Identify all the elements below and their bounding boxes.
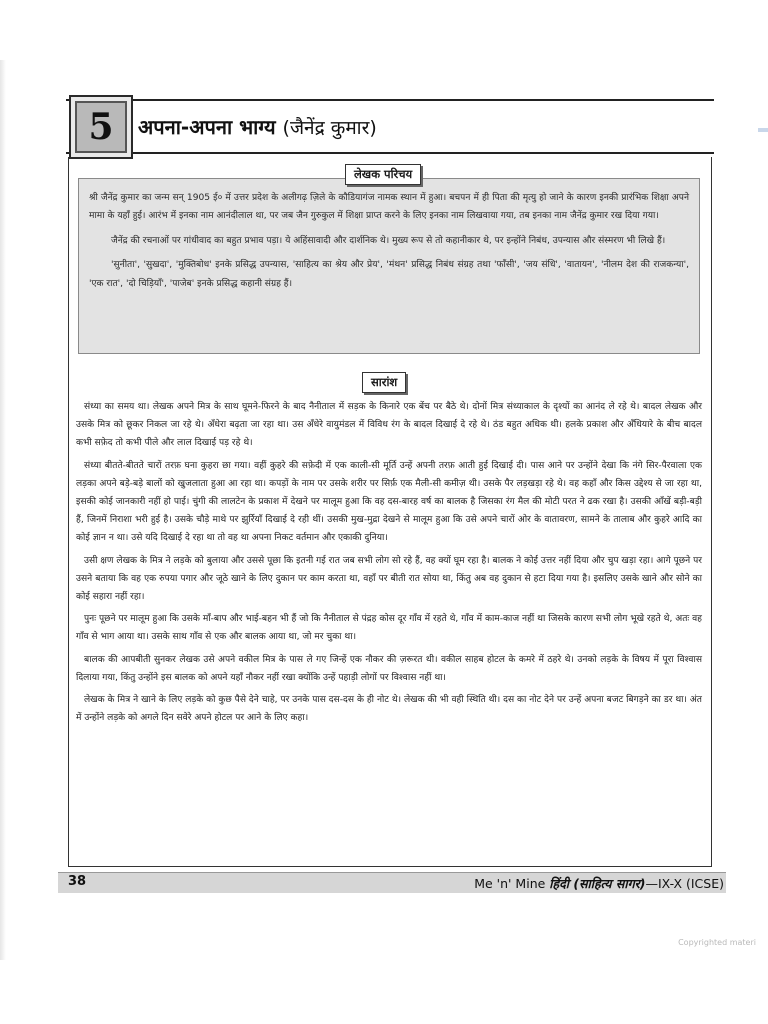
header-rule-bottom [66, 152, 714, 154]
summary-text [76, 398, 702, 731]
page-number: 38 [68, 874, 87, 889]
chapter-heading [138, 113, 377, 140]
copyright-watermark: Copyrighted materi [678, 938, 756, 947]
summary-paragraph: लेखक के मित्र ने खाने के लिए लड़के को कुछ पैसे देने चाहे, पर उनके पास दस-दस के ही नोट थे। लेखक की भी वही स्थिति थी। दस का नोट देने पर उन्हें अपना बजट बिगड़ने का डर था। अंत में उन्होंने लड़के को अगले दिन सवेरे अपने होटल पर आने के लिए कहा। [76, 695, 702, 724]
intro-paragraph: श्री जैनेंद्र कुमार का जन्म सन् 1905 ई० में उत्तर प्रदेश के अलीगढ़ ज़िले के कौडियागंज नामक स्थान में हुआ। बचपन में ही पिता की मृत्यु हो जाने के कारण इनकी प्रारंभिक शिक्षा अपने मामा के यहाँ हुई। आरंभ में इनका नाम आनंदीलाल था, पर जब जैन गुरुकुल में शिक्षा प्राप्त करने के लिए इनका नाम लिखवाया गया, तब इनका नाम जैनेंद्र कुमार रख दिया गया। [89, 193, 689, 222]
chapter-title: अपना-अपना भाग्य [138, 115, 276, 139]
book-title-suffix: —IX-X (ICSE) [645, 876, 724, 891]
summary-heading: सारांश [362, 372, 406, 393]
summary-paragraph: संध्या का समय था। लेखक अपने मित्र के साथ घूमने-फिरने के बाद नैनीताल में सड़क के किनारे एक बेंच पर बैठे थे। दोनों मित्र संध्याकाल के दृश्यों का आनंद ले रहे थे। बादल लेखक और उसके मित्र को छूकर निकल जा रहे थे। अँधेरा बढ़ता जा रहा था। उस अँधेरे वायुमंडल में विविध रंग के बादल दिखाई दे रहे थे। ठंड बहुत अधिक थी। हलके प्रकाश और अँधियारे के बीच बादल कभी सफ़ेद तो कभी पीले और लाल दिखाई पड़ रहे थे। [76, 402, 702, 449]
chapter-author: (जैनेंद्र कुमार) [282, 117, 377, 139]
intro-paragraph: जैनेंद्र की रचनाओं पर गांधीवाद का बहुत प्रभाव पड़ा। ये अहिंसावादी और दार्शनिक थे। मुख्य रूप से तो कहानीकार थे, पर इन्होंने निबंध, उपन्यास और संस्मरण भी लिखे हैं। [111, 235, 666, 246]
page-edge-shadow [0, 60, 6, 960]
chapter-header [66, 95, 714, 157]
author-intro-box [78, 178, 700, 354]
summary-paragraph: पुनः पूछने पर मालूम हुआ कि उसके माँ-बाप और भाई-बहन भी हैं जो कि नैनीताल से पंद्रह कोस दूर गाँव में रहते थे, गाँव में काम-काज नहीं था जिसके कारण सभी लोग भूखे रहते थे, अतः वह गाँव से भाग आया था। उसके साथ गाँव से एक और बालक आया था, जो मर चुका था। [76, 614, 702, 643]
book-title-prefix: Me 'n' Mine [474, 876, 550, 891]
author-intro-heading: लेखक परिचय [345, 164, 421, 185]
summary-paragraph: संध्या बीतते-बीतते चारों तरफ़ घना कुहरा छा गया। वहीं कुहरे की सफ़ेदी में एक काली-सी मूर्ति उन्हें अपनी तरफ़ आती हुई दिखाई दी। पास आने पर उन्होंने देखा कि नंगे सिर-पैरवाला एक लड़का अपने बड़े-बड़े बालों को खुजलाता हुआ आ रहा था। कपड़ों के नाम पर उसके शरीर पर सिर्फ़ एक मैली-सी कमीज़ थी। उसके पैर लड़खड़ा रहे थे। वह कहाँ और किस उद्देश्य से जा रहा था, इसकी कोई जानकारी नहीं हो पाई। चुंगी की लालटेन के प्रकाश में देखने पर मालूम हुआ कि वह दस-बारह वर्ष का बालक है जिसका रंग मैल की मोटी परत ने ढक रखा है। उसकी आँखें बड़ी-बड़ी हैं, जिनमें निराशा भरी हुई है। उसके चौड़े माथे पर झुर्रियाँ दिखाई दे रही थीं। उसकी मुख-मुद्रा देखने से मालूम हुआ कि उसे अपने चारों ओर के वातावरण, सामने के तालाब और कुहरे आदि का कोई ज्ञान न था। उसे यदि दिखाई दे रहा था तो वह था अपना निकट वर्तमान और एकाकी दुनिया। [76, 460, 702, 544]
book-title-hindi: हिंदी (साहित्य सागर) [549, 876, 646, 891]
chapter-number-badge [69, 95, 133, 159]
summary-paragraph: उसी क्षण लेखक के मित्र ने लड़के को बुलाया और उससे पूछा कि इतनी गई रात जब सभी लोग सो रहे हैं, वह क्यों घूम रहा है। बालक ने कोई उत्तर नहीं दिया और चुप खड़ा रहा। आगे पूछने पर उसने बताया कि वह एक रुपया पगार और जूठे खाने के लिए दुकान पर काम करता था, वहाँ पर बीती रात सोया था, किंतु अब वह दुकान से हटा दिया गया है। इसलिए उसके खाने और सोने का कोई सहारा नहीं रहा। [76, 555, 702, 603]
scroll-indicator [758, 128, 768, 132]
chapter-number: 5 [88, 106, 114, 148]
book-title [474, 875, 724, 892]
intro-paragraph: 'सुनीता', 'सुखदा', 'मुक्तिबोध' इनके प्रसिद्ध उपन्यास, 'साहित्य का श्रेय और प्रेय', 'मंथन' प्रसिद्ध निबंध संग्रह तथा 'फाँसी', 'जय संधि', 'वातायन', 'नीलम देश की राजकन्या', 'एक रात', 'दो चिड़ियाँ', 'पाजेब' इनके प्रसिद्ध कहानी संग्रह हैं। [89, 260, 689, 289]
summary-paragraph: बालक की आपबीती सुनकर लेखक उसे अपने वकील मित्र के पास ले गए जिन्हें एक नौकर की ज़रूरत थी। वकील साहब होटल के कमरे में ठहरे थे। उनको लड़के के विषय में पूरा विश्वास दिलाया गया, किंतु उन्होंने इस बालक को अपने यहाँ नौकर नहीं रखा क्योंकि उन्हें पहाड़ी लोगों पर विश्वास नहीं था। [76, 654, 702, 683]
header-rule-top [66, 99, 714, 101]
